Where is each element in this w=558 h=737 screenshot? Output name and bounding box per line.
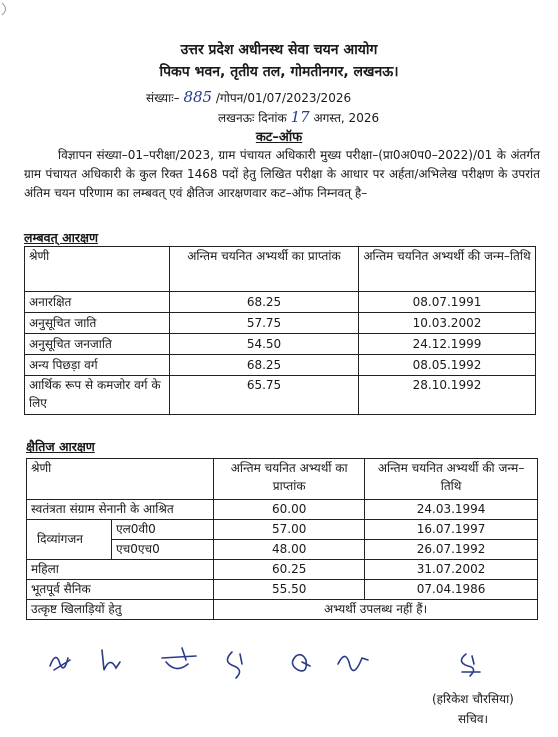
reference-prefix: संख्याः– bbox=[146, 91, 180, 105]
category-cell: स्वतंत्रता संग्राम सेनानी के आश्रित bbox=[27, 500, 214, 520]
column-header: अन्तिम चयनित अभ्यर्थी का प्राप्तांक bbox=[214, 459, 365, 500]
signatory-name: (हरिकेश चौरसिया) bbox=[432, 692, 514, 706]
marks-cell: 68.25 bbox=[170, 292, 359, 313]
vertical-reservation-heading: लम्बवत् आरक्षण bbox=[24, 230, 98, 245]
table-row bbox=[27, 600, 538, 620]
table-row bbox=[25, 355, 536, 376]
dob-cell: 10.03.2002 bbox=[359, 313, 536, 334]
marks-cell: 65.75 bbox=[170, 376, 359, 415]
table-row bbox=[25, 376, 536, 415]
dob-cell: 31.07.2002 bbox=[365, 560, 538, 580]
horizontal-reservation-table bbox=[26, 458, 538, 620]
table-row bbox=[27, 580, 538, 600]
date-suffix: अगस्त, 2026 bbox=[313, 111, 380, 125]
date-prefix: लखनऊः दिनांक bbox=[218, 111, 287, 125]
column-header: अन्तिम चयनित अभ्यर्थी की जन्म–तिथि bbox=[359, 247, 536, 292]
table-header-row bbox=[27, 459, 538, 500]
notice-paragraph: विज्ञापन संख्या–01–परीक्षा/2023, ग्राम पंचायत अधिकारी मुख्य परीक्षा–(प्रा0अ0प0–2022)/01 के अंतर्गत ग्राम पंचायत अधिकारी के कुल रिक्त 1468 पदों हेतु लिखित परीक्षा के आधार पर अर्हता/अभिलेख परीक्षण के उपरांत अंतिम चयन परिणाम का लम्बवत् एवं क्षैतिज आरक्षणवार कट–ऑफ निम्नवत् है– bbox=[24, 148, 540, 200]
date-handwritten-day: 17 bbox=[290, 108, 310, 126]
marks-cell: 57.00 bbox=[214, 520, 365, 540]
table-row bbox=[25, 334, 536, 355]
column-header: अन्तिम चयनित अभ्यर्थी का प्राप्तांक bbox=[170, 247, 359, 292]
commission-name: उत्तर प्रदेश अधीनस्थ सेवा चयन आयोग bbox=[180, 42, 378, 58]
dob-cell: 26.07.1992 bbox=[365, 540, 538, 560]
category-cell: अन्य पिछड़ा वर्ग bbox=[25, 355, 170, 376]
commission-address: पिकप भवन, तृतीय तल, गोमतीनगर, लखनऊ। bbox=[159, 64, 399, 80]
dob-cell: 24.12.1999 bbox=[359, 334, 536, 355]
dob-cell: 24.03.1994 bbox=[365, 500, 538, 520]
category-cell: भूतपूर्व सैनिक bbox=[27, 580, 214, 600]
document-title-text: कट–ऑफ bbox=[255, 130, 303, 145]
dob-cell: 07.04.1986 bbox=[365, 580, 538, 600]
table-row bbox=[27, 560, 538, 580]
marks-cell: 60.25 bbox=[214, 560, 365, 580]
column-header: श्रेणी bbox=[25, 247, 170, 292]
dob-cell: 16.07.1997 bbox=[365, 520, 538, 540]
category-cell: एल0वी0 bbox=[112, 520, 214, 540]
marks-cell: 54.50 bbox=[170, 334, 359, 355]
marks-cell: 48.00 bbox=[214, 540, 365, 560]
reference-number bbox=[146, 88, 351, 106]
table-row bbox=[25, 313, 536, 334]
divyang-label-cell: दिव्यांगजन bbox=[27, 520, 112, 560]
document-title bbox=[0, 127, 558, 145]
signatory-designation: सचिव। bbox=[458, 712, 489, 726]
page-corner-mark bbox=[0, 2, 10, 16]
marks-cell: 57.75 bbox=[170, 313, 359, 334]
reference-suffix: /गोपन/01/07/2023/2026 bbox=[215, 91, 352, 105]
date-line bbox=[218, 108, 379, 126]
not-available-note: अभ्यर्थी उपलब्ध नहीं हैं। bbox=[214, 600, 538, 620]
table-header-row bbox=[25, 247, 536, 292]
category-cell: महिला bbox=[27, 560, 214, 580]
marks-cell: 55.50 bbox=[214, 580, 365, 600]
category-cell: अनुसूचित जाति bbox=[25, 313, 170, 334]
dob-cell: 08.05.1992 bbox=[359, 355, 536, 376]
marks-cell: 60.00 bbox=[214, 500, 365, 520]
dob-cell: 08.07.1991 bbox=[359, 292, 536, 313]
column-header: अन्तिम चयनित अभ्यर्थी की जन्म–तिथि bbox=[365, 459, 538, 500]
table-row bbox=[25, 292, 536, 313]
horizontal-reservation-heading: क्षैतिज आरक्षण bbox=[26, 439, 95, 454]
table-row bbox=[27, 500, 538, 520]
category-cell: एच0एच0 bbox=[112, 540, 214, 560]
column-header: श्रेणी bbox=[27, 459, 214, 500]
vertical-reservation-table bbox=[24, 246, 536, 415]
category-cell: आर्थिक रूप से कमजोर वर्ग के लिए bbox=[25, 376, 170, 415]
category-cell: उत्कृष्ट खिलाड़ियों हेतु bbox=[27, 600, 214, 620]
dob-cell: 28.10.1992 bbox=[359, 376, 536, 415]
committee-initials-signatures bbox=[46, 640, 386, 680]
table-row bbox=[27, 520, 538, 540]
reference-handwritten-number: 885 bbox=[183, 88, 213, 106]
category-cell: अनारक्षित bbox=[25, 292, 170, 313]
marks-cell: 68.25 bbox=[170, 355, 359, 376]
category-cell: अनुसूचित जनजाति bbox=[25, 334, 170, 355]
secretary-signature bbox=[452, 650, 492, 680]
